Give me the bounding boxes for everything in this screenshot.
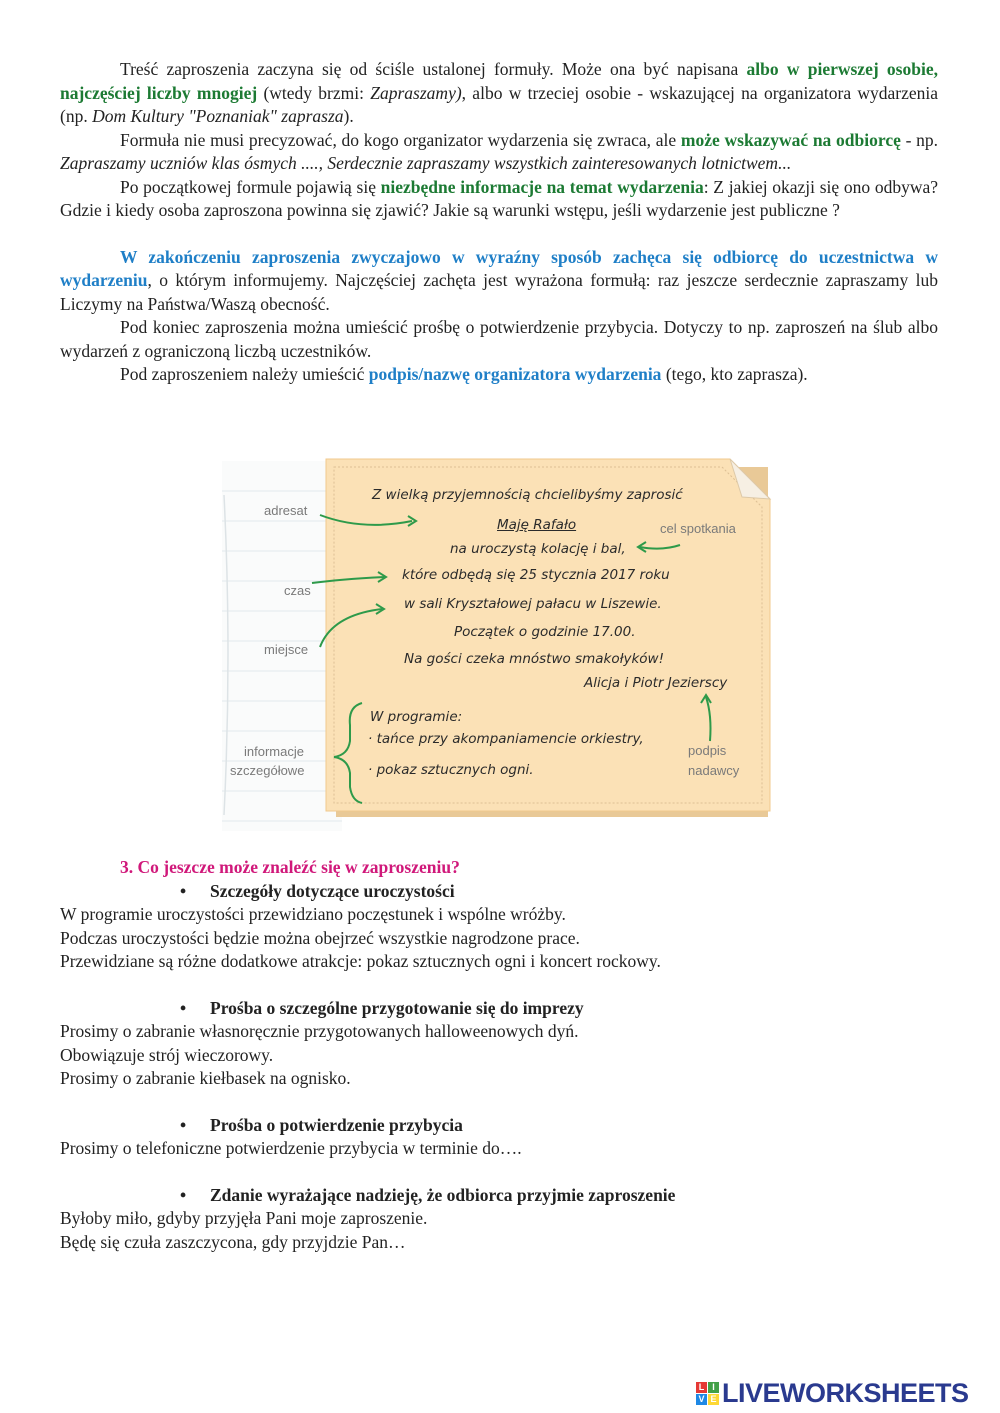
bullet-heading-3	[180, 1114, 960, 1138]
logo-letter: L	[696, 1382, 707, 1393]
example-line: Podczas uroczystości będzie można obejrzeć wszystkie nagrodzone prace.	[60, 927, 580, 948]
paragraph-4	[60, 246, 938, 317]
p6-highlight: podpis/nazwę organizatora wydarzenia	[368, 364, 662, 384]
label-informacje: informacje	[244, 744, 304, 759]
program-item-2: · pokaz sztucznych ogni.	[368, 762, 534, 778]
paragraph-3	[60, 176, 938, 223]
invitation-figure	[222, 455, 774, 833]
p1-italic-2: Dom Kultury "Poznaniak" zaprasza	[92, 106, 344, 126]
logo-text: LIVEWORKSHEETS	[722, 1377, 969, 1408]
bullet-heading-4	[180, 1184, 960, 1208]
p2-text-2: - np.	[900, 129, 939, 150]
card-line-7: Na gości czeka mnóstwo smakołyków!	[404, 651, 665, 667]
card-line-1: Z wielką przyjemnością chcielibyśmy zaprosić	[372, 487, 683, 503]
p2-highlight: może wskazywać na odbiorcę	[680, 129, 901, 150]
example-line: Będę się czuła zaszczycona, gdy przyjdzie Pan…	[60, 1231, 406, 1252]
bullet-dot: •	[180, 997, 187, 1018]
label-cel-spotkania: cel spotkania	[660, 521, 736, 536]
label-szczegolowe: szczegółowe	[230, 763, 305, 778]
p1-text: Treść zaproszenia zaczyna się od ściśle ustalonej formuły. Może ona być napisana	[120, 59, 747, 79]
bullet-text: Prośba o potwierdzenie przybycia	[210, 1114, 463, 1135]
p1-text-3: , albo w trzeciej osobie - wskazującej na organizatora wydarzenia (np.	[60, 82, 939, 126]
p6-text: Pod zaproszeniem należy umieścić	[120, 364, 369, 384]
p1-text-2: (wtedy brzmi:	[257, 82, 371, 103]
logo-icon	[696, 1382, 719, 1405]
p6-text-2: (tego, kto zaprasza).	[661, 364, 808, 384]
example-line: Przewidziane są różne dodatkowe atrakcje: pokaz sztucznych ogni i koncert rockowy.	[60, 951, 661, 971]
bullet-heading-1	[180, 880, 960, 904]
p1-text-4: ).	[343, 106, 354, 126]
label-adresat: adresat	[264, 503, 308, 518]
bullet-text: Zdanie wyrażające nadzieję, że odbiorca przyjmie zaproszenie	[210, 1184, 676, 1205]
label-czas: czas	[284, 583, 311, 598]
bullet-text: Prośba o szczególne przygotowanie się do imprezy	[210, 997, 584, 1018]
p4-text: , o którym informujemy. Najczęściej zachęta jest wyrażona formułą: raz jeszcze serdecznie zapraszamy lub Liczymy na Państwa/Waszą obecność.	[60, 270, 938, 314]
card-line-2: Maję Rafało	[497, 517, 577, 533]
label-podpis: podpis	[688, 743, 727, 758]
logo-letter: I	[708, 1382, 719, 1393]
example-line: Prosimy o telefoniczne potwierdzenie przybycia w terminie do….	[60, 1138, 522, 1158]
bullet-heading-2	[180, 997, 960, 1021]
section-3	[60, 856, 960, 1254]
program-heading: W programie:	[370, 709, 463, 725]
logo-letter: V	[696, 1394, 707, 1405]
logo-letter: E	[708, 1394, 719, 1405]
card-line-5: w sali Kryształowej pałacu w Liszewie.	[404, 596, 662, 612]
p1-highlight: albo w pierwszej osobie, najczęściej liczby mnogiej	[60, 59, 938, 103]
example-line: Prosimy o zabranie własnoręcznie przygotowanych halloweenowych dyń.	[60, 1021, 579, 1041]
label-nadawcy: nadawcy	[688, 763, 740, 778]
card-line-3: na uroczystą kolację i bal,	[450, 541, 626, 557]
p3-text-2: : Z jakiej okazji się ono odbywa? Gdzie i kiedy osoba zaproszona powinna się zjawić? Jakie są warunki wstępu, jeśli wydarzenie jest publiczne ?	[60, 176, 938, 220]
p2-italic: Zapraszamy uczniów klas ósmych ...., Serdecznie zapraszamy wszystkich zainteresowanych lotnictwem...	[60, 153, 792, 173]
bullet-dot: •	[180, 1184, 187, 1205]
p3-text: Po początkowej formule pojawią się	[120, 176, 381, 197]
program-item-1: · tańce przy akompaniamencie orkiestry,	[368, 731, 644, 747]
bullet-text: Szczegóły dotyczące uroczystości	[210, 880, 455, 901]
example-line: W programie uroczystości przewidziano poczęstunek i wspólne wróżby.	[60, 904, 566, 924]
liveworksheets-logo	[696, 1378, 969, 1408]
card-line-6: Początek o godzinie 17.00.	[454, 624, 636, 640]
bullet-dot: •	[180, 880, 187, 901]
article-text	[60, 58, 938, 387]
question-title: 3. Co jeszcze może znaleźć się w zaproszeniu?	[120, 857, 460, 877]
p1-italic: Zapraszamy)	[370, 82, 462, 103]
bullet-dot: •	[180, 1114, 187, 1135]
p4-highlight: W zakończeniu zaproszenia zwyczajowo w wyraźny sposób zachęca się odbiorcę do uczestnictwa w wydarzeniu	[60, 246, 938, 290]
example-line: Obowiązuje strój wieczorowy.	[60, 1044, 274, 1065]
card-line-8: Alicja i Piotr Jezierscy	[584, 675, 728, 691]
paragraph-6	[60, 363, 938, 387]
paragraph-1	[60, 58, 938, 129]
example-line: Prosimy o zabranie kiełbasek na ognisko.	[60, 1068, 351, 1088]
p2-text: Formuła nie musi precyzować, do kogo organizator wydarzenia się zwraca, ale	[120, 129, 681, 150]
paragraph-2	[60, 129, 938, 176]
paragraph-5: Pod koniec zaproszenia można umieścić prośbę o potwierdzenie przybycia. Dotyczy to np. zaproszeń na ślub albo wydarzeń z ograniczoną liczbą uczestników.	[60, 317, 938, 361]
example-line: Byłoby miło, gdyby przyjęła Pani moje zaproszenie.	[60, 1208, 428, 1228]
card-line-4: które odbędą się 25 stycznia 2017 roku	[402, 567, 670, 583]
label-miejsce: miejsce	[264, 642, 309, 657]
p3-highlight: niezbędne informacje na temat wydarzenia	[380, 176, 704, 197]
